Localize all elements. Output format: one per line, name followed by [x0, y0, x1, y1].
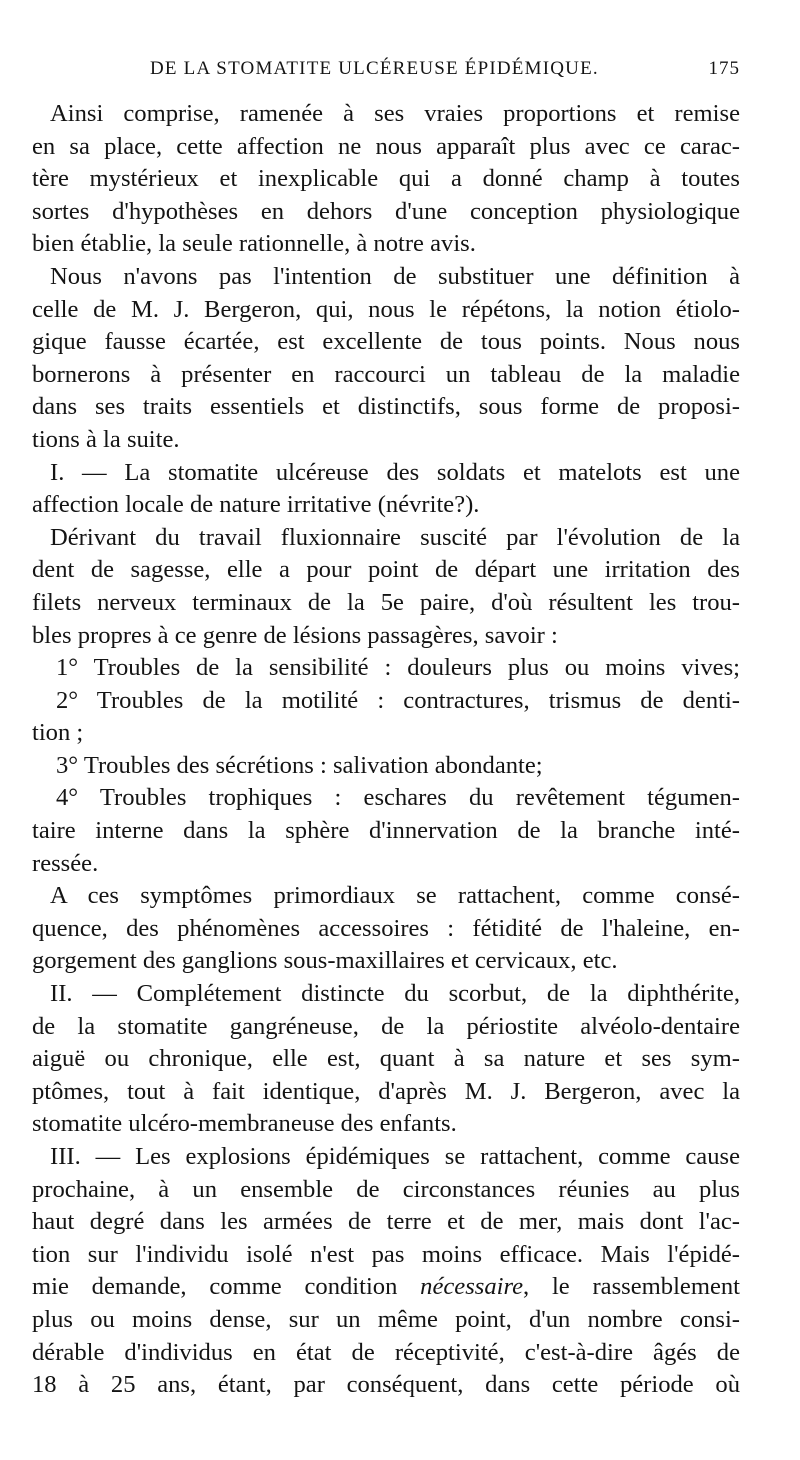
text-line: dans ses traits essentiels et distinctifs, sous forme de proposi-: [32, 393, 740, 421]
text-line: gique fausse écartée, est excellente de tous points. Nous nous: [32, 328, 740, 356]
text-line: mie demande, comme condition nécessaire, le rassemblement: [32, 1273, 740, 1301]
text-line: filets nerveux terminaux de la 5e paire, d'où résultent les trou-: [32, 588, 740, 616]
text-line: stomatite ulcéro-membraneuse des enfants.: [32, 1110, 457, 1138]
emphasized-word: nécessaire: [420, 1273, 524, 1301]
text-line: plus ou moins dense, sur un même point, d'un nombre consi-: [32, 1305, 740, 1333]
text-line: 18 à 25 ans, étant, par conséquent, dans cette période où: [32, 1371, 740, 1399]
text-line: bien établie, la seule rationnelle, à notre avis.: [32, 230, 476, 258]
text-line: 3° Troubles des sécrétions : salivation abondante;: [56, 751, 543, 779]
text-line: Ainsi comprise, ramenée à ses vraies proportions et remise: [50, 100, 740, 127]
text-line: bles propres à ce genre de lésions passagères, savoir :: [32, 621, 558, 649]
text-line: bornerons à présenter en raccourci un tableau de la maladie: [32, 360, 740, 388]
text-line: Dérivant du travail fluxionnaire suscité par l'évolution de la: [50, 523, 740, 551]
text-line: de la stomatite gangréneuse, de la périostite alvéolo-dentaire: [32, 1012, 740, 1040]
text-line: aiguë ou chronique, elle est, quant à sa nature et ses sym-: [32, 1045, 740, 1073]
text-line: celle de M. J. Bergeron, qui, nous le répétons, la notion étiolo-: [32, 295, 740, 323]
text-line: I. — La stomatite ulcéreuse des soldats et matelots est une: [50, 458, 740, 486]
page-header: [150, 58, 740, 88]
text-line: affection locale de nature irritative (névrite?).: [32, 491, 480, 519]
text-line: quence, des phénomènes accessoires : fétidité de l'haleine, en-: [32, 914, 740, 942]
text-line: sortes d'hypothèses en dehors d'une conception physiologique: [32, 197, 740, 225]
text-line: tions à la suite.: [32, 425, 180, 453]
text-line: 4° Troubles trophiques : eschares du revêtement tégumen-: [56, 784, 740, 812]
text-line: 1° Troubles de la sensibilité : douleurs plus ou moins vives;: [56, 654, 740, 682]
text-line: tère mystérieux et inexplicable qui a donné champ à toutes: [32, 165, 740, 193]
text-line: haut degré dans les armées de terre et de mer, mais dont l'ac-: [32, 1208, 740, 1236]
text-line: 2° Troubles de la motilité : contractures, trismus de denti-: [56, 686, 740, 714]
text-line: Nous n'avons pas l'intention de substituer une définition à: [50, 262, 740, 290]
body-text: [32, 98, 740, 1402]
text-line: A ces symptômes primordiaux se rattachent, comme consé-: [50, 882, 740, 910]
text-line: taire interne dans la sphère d'innervation de la branche inté-: [32, 817, 740, 845]
text-line: prochaine, à un ensemble de circonstances réunies au plus: [32, 1175, 740, 1203]
page-number: 175: [708, 58, 740, 79]
text-line: III. — Les explosions épidémiques se rattachent, comme cause: [50, 1143, 740, 1170]
text-line: II. — Complétement distincte du scorbut, de la diphthérite,: [50, 980, 740, 1008]
text-line: tion sur l'individu isolé n'est pas moins efficace. Mais l'épidé-: [32, 1240, 740, 1268]
text-line: ptômes, tout à fait identique, d'après M. J. Bergeron, avec la: [32, 1077, 740, 1105]
line-continuation: , le rassemblement: [523, 1273, 740, 1301]
text-line: tion ;: [32, 719, 84, 747]
text-line: en sa place, cette affection ne nous apparaît plus avec ce carac-: [32, 132, 740, 160]
text-line: dent de sagesse, elle a pour point de départ une irritation des: [32, 556, 740, 584]
text-line: gorgement des ganglions sous-maxillaires et cervicaux, etc.: [32, 947, 618, 975]
running-head: DE LA STOMATITE ULCÉREUSE ÉPIDÉMIQUE.: [150, 58, 599, 79]
text-line: ressée.: [32, 849, 99, 877]
text-line: dérable d'individus en état de réceptivité, c'est-à-dire âgés de: [32, 1338, 740, 1366]
